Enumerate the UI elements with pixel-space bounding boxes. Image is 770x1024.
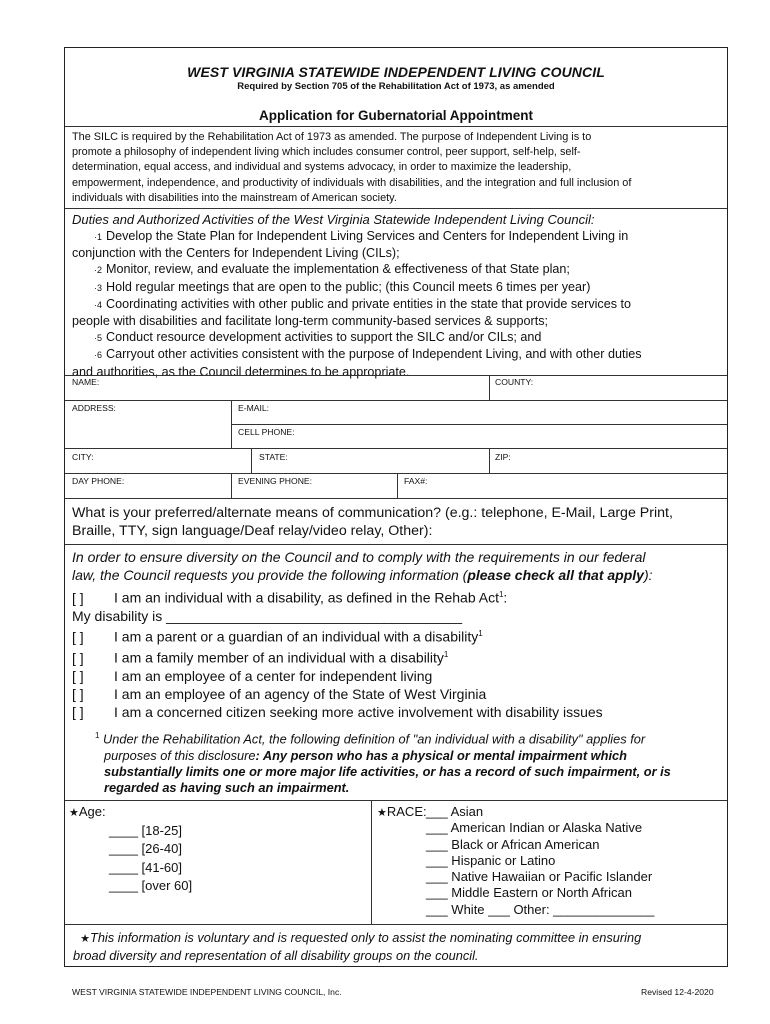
footnote-line xyxy=(95,728,717,748)
divider xyxy=(65,208,727,209)
race-options xyxy=(426,804,654,918)
footnote-number: 1 xyxy=(95,731,100,740)
duty-continuation: people with disabilities and facilitate long-term community-based services & supports; xyxy=(72,314,548,329)
diversity-statement xyxy=(72,548,719,584)
divider xyxy=(65,800,727,801)
council-title: WEST VIRGINIA STATEWIDE INDEPENDENT LIVING COUNCIL xyxy=(187,64,605,80)
checkbox-concerned[interactable] xyxy=(72,703,603,721)
star-icon: ★ xyxy=(80,933,90,945)
star-icon: ★ xyxy=(377,807,387,819)
divider xyxy=(65,473,727,474)
divider xyxy=(231,473,232,498)
zip-field[interactable]: ZIP: xyxy=(495,452,511,462)
duty-number: 2 xyxy=(97,265,103,276)
checkbox-employee-cil[interactable] xyxy=(72,667,603,685)
race-option[interactable]: ___ Black or African American xyxy=(426,836,600,852)
intro-line: promote a philosophy of independent living which includes consumer control, peer support, self-help, self- xyxy=(72,146,581,159)
age-option[interactable]: ____ [18-25] xyxy=(109,823,183,838)
diversity-line: In order to ensure diversity on the Council and to comply with the requirements in our federal xyxy=(72,549,646,565)
diversity-text: law, the Council requests you provide the following information ( xyxy=(72,567,468,583)
footnote-text: Under the Rehabilitation Act, the following definition of "an individual with a disability" applies for xyxy=(103,731,646,747)
city-field[interactable]: CITY: xyxy=(72,452,94,462)
age-label: Age: xyxy=(78,804,106,819)
duties-heading: Duties and Authorized Activities of the West Virginia Statewide Independent Living Council: xyxy=(72,212,595,227)
duty-number: 6 xyxy=(97,350,103,361)
age-option[interactable]: ____ [26-40] xyxy=(109,841,183,857)
checkbox-label: I am an individual with a disability, as defined in the Rehab Act xyxy=(114,589,499,606)
age-heading xyxy=(69,804,106,819)
age-option[interactable]: ____ [41-60] xyxy=(109,859,183,875)
application-form xyxy=(64,47,728,967)
intro-line: The SILC is required by the Rehabilitation Act of 1973 as amended. The purpose of Independent Living is to xyxy=(72,131,592,143)
divider xyxy=(65,448,727,449)
duty-text: Monitor, review, and evaluate the implementation & effectiveness of that State plan; xyxy=(106,262,570,277)
intro-line: empowerment, independence, and productivity of individuals with disabilities, and the integration and full inclusion of xyxy=(72,176,632,189)
checkbox-label-suffix: : xyxy=(503,589,508,606)
cell-phone-field[interactable]: CELL PHONE: xyxy=(238,427,295,437)
day-phone-field[interactable]: DAY PHONE: xyxy=(72,476,125,486)
footnote xyxy=(95,728,717,796)
footnote-line xyxy=(95,780,717,796)
duty-item: ·5 Conduct resource development activities to support the SILC and/or CILs; and xyxy=(94,330,542,345)
divider xyxy=(65,126,727,127)
divider xyxy=(371,800,372,924)
race-option[interactable]: ___ Asian xyxy=(426,804,484,819)
footnote-emphasis: regarded as having such an impairment. xyxy=(104,780,350,796)
intro-line: individuals with disabilities into the mainstream of American society. xyxy=(72,191,397,204)
duty-item: ·3 Hold regular meetings that are open to the public; (this Council meets 6 times per year) xyxy=(94,279,591,294)
age-options xyxy=(109,822,192,896)
footnote-ref: 1 xyxy=(478,629,483,639)
checkbox-disability[interactable] xyxy=(72,586,603,607)
duty-text: Coordinating activities with other public and private entities in the state that provide services to xyxy=(106,296,632,311)
my-disability-field[interactable]: My disability is ______________________________________ xyxy=(72,607,463,624)
duty-number: 3 xyxy=(97,282,103,293)
duty-text: Develop the State Plan for Independent Living Services and Centers for Independent Living in xyxy=(106,229,629,243)
checkbox-bracket[interactable]: [ ] xyxy=(72,667,84,684)
voluntary-note xyxy=(73,930,719,964)
checkbox-label: I am an employee of a center for independent living xyxy=(114,667,433,684)
checkbox-bracket[interactable]: [ ] xyxy=(72,589,84,606)
divider xyxy=(65,400,727,401)
duty-number: 4 xyxy=(97,299,103,310)
footnote-text: purposes of this disclosure xyxy=(104,747,256,763)
footer-revision: Revised 12-4-2020 xyxy=(641,987,714,997)
footnote-line xyxy=(95,764,717,780)
divider xyxy=(251,448,252,473)
checkbox-bracket[interactable]: [ ] xyxy=(72,628,84,645)
race-heading xyxy=(377,804,427,819)
footer-org: WEST VIRGINIA STATEWIDE INDEPENDENT LIVING COUNCIL, Inc. xyxy=(72,987,342,997)
email-field[interactable]: E-MAIL: xyxy=(238,403,270,413)
evening-phone-field[interactable]: EVENING PHONE: xyxy=(238,476,313,486)
duty-text: Conduct resource development activities to support the SILC and/or CILs; and xyxy=(106,330,542,345)
age-option[interactable]: ____ [over 60] xyxy=(109,878,193,894)
checkbox-employee-state[interactable] xyxy=(72,685,603,703)
diversity-emphasis: please check all that apply xyxy=(467,567,644,583)
council-subtitle: Required by Section 705 of the Rehabilitation Act of 1973, as amended xyxy=(237,81,555,92)
question-line: What is your preferred/alternate means of communication? (e.g.: telephone, E-Mail, Large Print, xyxy=(72,505,673,521)
duty-number: 1 xyxy=(97,232,103,242)
footnote-ref: 1 xyxy=(443,649,449,659)
voluntary-text: This information is voluntary and is requested only to assist the nominating committee in ensuring xyxy=(90,930,642,945)
footnote-line xyxy=(95,748,717,764)
county-field[interactable]: COUNTY: xyxy=(495,377,534,387)
footnote-emphasis: : Any person who has a physical or mental impairment which xyxy=(255,747,627,763)
intro-line: determination, equal access, and individual and systems advocacy, in order to maximize the leadership, xyxy=(72,161,572,174)
duty-item: ·6 Carryout other activities consistent with the purpose of Independent Living, and with other duties xyxy=(94,347,642,362)
duty-continuation: conjunction with the Centers for Independent Living (CILs); xyxy=(72,246,400,261)
duty-item: ·2 Monitor, review, and evaluate the implementation & effectiveness of that State plan; xyxy=(94,262,570,277)
checkbox-label: I am an employee of an agency of the State of West Virginia xyxy=(114,685,487,702)
duty-item: ·4 Coordinating activities with other public and private entities in the state that provide services to xyxy=(94,296,632,311)
name-field[interactable]: NAME: xyxy=(72,377,100,387)
race-option[interactable]: ___ Hispanic or Latino xyxy=(426,852,556,868)
footnote-emphasis: substantially limits one or more major life activities, or has a record of such impairment, or is xyxy=(104,763,671,779)
diversity-line xyxy=(72,566,719,584)
duty-continuation: and authorities, as the Council determines to be appropriate. xyxy=(72,364,410,379)
race-option[interactable]: ___ White ___ Other: ______________ xyxy=(426,901,655,917)
checkbox-parent[interactable] xyxy=(72,625,603,646)
duty-text: Carryout other activities consistent with the purpose of Independent Living, and with other duties xyxy=(106,347,642,362)
checkbox-list xyxy=(72,586,603,721)
checkbox-label: I am a family member of an individual with a disability xyxy=(114,649,444,666)
question-line: Braille, TTY, sign language/Deaf relay/video relay, Other): xyxy=(72,523,433,539)
checkbox-bracket[interactable]: [ ] xyxy=(72,685,84,702)
communication-question[interactable] xyxy=(72,504,719,540)
checkbox-label: I am a parent or a guardian of an individual with a disability xyxy=(114,628,479,645)
divider xyxy=(231,424,727,425)
divider xyxy=(489,375,490,400)
checkbox-bracket[interactable]: [ ] xyxy=(72,704,84,721)
checkbox-label: I am a concerned citizen seeking more active involvement with disability issues xyxy=(114,704,603,721)
duty-number: 5 xyxy=(97,333,103,344)
duties-list xyxy=(72,228,713,380)
divider xyxy=(65,924,727,925)
duty-text: Hold regular meetings that are open to the public; (this Council meets 6 times per year) xyxy=(106,279,591,294)
diversity-text: ): xyxy=(643,567,653,583)
divider xyxy=(397,473,398,498)
race-label: RACE: xyxy=(386,804,427,819)
race-option[interactable]: ___ American Indian or Alaska Native xyxy=(426,820,643,836)
checkbox-bracket[interactable]: [ ] xyxy=(72,649,84,666)
fax-field[interactable]: FAX#: xyxy=(404,476,428,486)
state-field[interactable]: STATE: xyxy=(259,452,288,462)
footnote-ref: 1 xyxy=(498,590,504,599)
divider xyxy=(65,544,727,545)
race-option[interactable]: ___ Native Hawaiian or Pacific Islander xyxy=(426,869,653,885)
star-icon: ★ xyxy=(69,807,79,819)
checkbox-family[interactable] xyxy=(72,646,603,667)
voluntary-line: broad diversity and representation of all disability groups on the council. xyxy=(73,947,479,963)
duty-item: ·1 Develop the State Plan for Independent Living Services and Centers for Independent Living in xyxy=(94,229,629,243)
voluntary-line xyxy=(73,930,719,948)
address-field[interactable]: ADDRESS: xyxy=(72,403,116,413)
intro-paragraph xyxy=(72,130,721,206)
divider xyxy=(65,375,727,376)
divider xyxy=(65,498,727,499)
race-option[interactable]: ___ Middle Eastern or North African xyxy=(426,885,632,901)
application-title: Application for Gubernatorial Appointment xyxy=(259,108,533,123)
divider xyxy=(489,448,490,473)
